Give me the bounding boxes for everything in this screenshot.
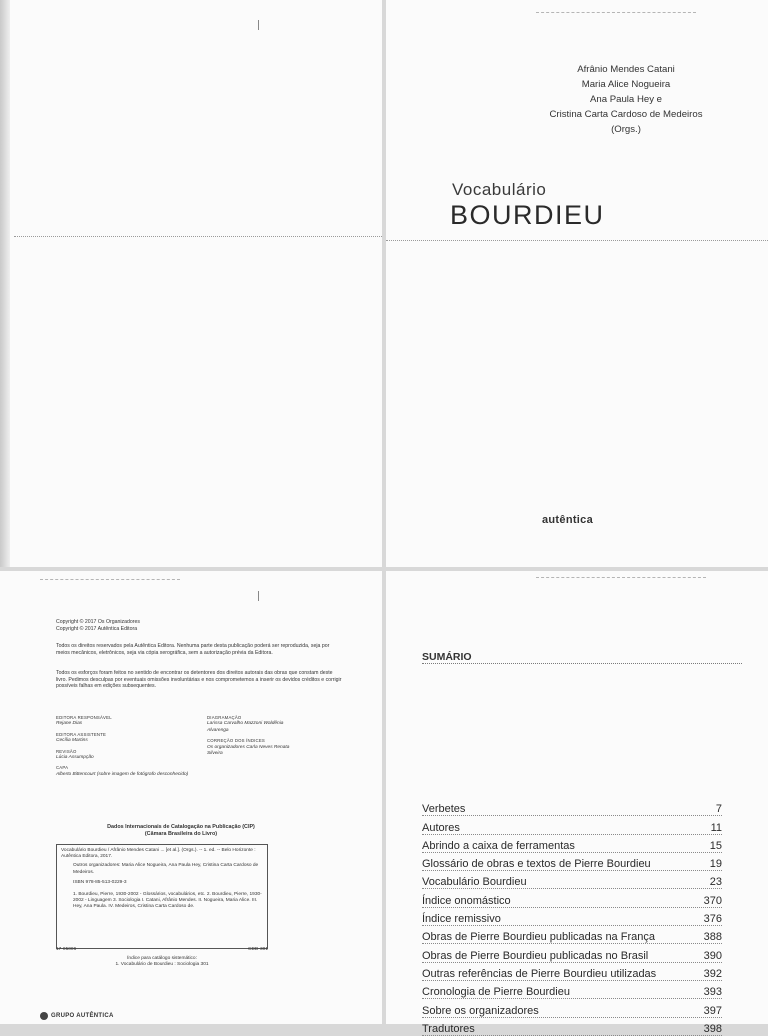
author-name: Ana Paula Hey e (590, 94, 662, 105)
credit-role: CORREÇÃO DOS ÍNDICES (207, 738, 265, 744)
copyright-notice (56, 619, 140, 632)
toc-title: Tradutores (422, 1022, 475, 1035)
contents-list (422, 798, 722, 1036)
toc-title: Cronologia de Pierre Bourdieu (422, 986, 570, 999)
toc-page-number: 23 (709, 876, 722, 889)
scan-line (386, 240, 768, 241)
contents-page (386, 571, 768, 1035)
toc-entry[interactable] (422, 981, 722, 999)
author-name: Maria Alice Nogueira (581, 79, 671, 90)
cip-other-editors: Outros organizadores: Maria Alice Nogueira, Ana Paula Hey, Cristina Carta Cardoso de Medeiros. (73, 863, 259, 875)
toc-page-number: 397 (703, 1004, 722, 1017)
toc-title: Sobre os organizadores (422, 1004, 539, 1017)
toc-title: Índice onomástico (422, 894, 511, 907)
cip-entry: Vocabulário Bourdieu / Afrânio Mendes Catani ... [et al.]. (Orgs.). -- 1. ed. -- Belo Horizonte : Autêntica Editora, 2017. (61, 848, 256, 860)
scan-line (536, 577, 706, 578)
page-shadow (0, 0, 10, 567)
author-name: Afrânio Mendes Catani (577, 64, 675, 75)
toc-title: Outras referências de Pierre Bourdieu utilizadas (422, 967, 657, 980)
cip-number: 17-05006 (56, 947, 77, 952)
scan-line (536, 12, 696, 13)
title-page (386, 0, 768, 567)
toc-page-number: 398 (703, 1022, 722, 1035)
toc-title: Glossário de obras e textos de Pierre Bourdieu (422, 858, 651, 871)
credit-name: Larissa Carvalho Mazzoni Waldênia Alvarenga (207, 721, 284, 733)
toc-page-number: 393 (703, 986, 722, 999)
page-mark (258, 591, 259, 601)
credit-name: Lúcia Assumpção (56, 755, 94, 761)
toc-entry[interactable] (422, 926, 722, 944)
toc-title: Obras de Pierre Bourdieu publicadas na França (422, 931, 655, 944)
credit-name: Os organizadores Carla Neves Renata Silveira (207, 744, 290, 757)
cip-heading-line: Dados Internacionais de Catalogação na Publicação (CIP) (107, 824, 255, 830)
catalog-index (56, 956, 268, 969)
credits-right (207, 715, 297, 761)
credit-role: EDITORA RESPONSÁVEL (56, 715, 112, 720)
credit-name: Alberto Bittencourt (sobre imagem de fotógrafo desconhecido) (56, 771, 189, 777)
contents-heading: SUMÁRIO (422, 651, 472, 663)
credit-name: Rejane Dias (56, 721, 83, 727)
cip-heading (56, 824, 306, 838)
toc-title: Índice remissivo (422, 913, 501, 926)
cip-heading-line: (Câmara Brasileira do Livro) (144, 831, 218, 837)
credit-role: REVISÃO (56, 748, 77, 754)
toc-page-number: 376 (703, 913, 722, 926)
authors-block (486, 62, 766, 137)
toc-title: Vocabulário Bourdieu (422, 876, 527, 889)
blank-page (0, 0, 382, 567)
catalog-index-entry: 1. Vocabulário de Bourdieu : Sociologia 301 (115, 962, 209, 968)
editors-note: (Orgs.) (611, 124, 641, 135)
heading-rule (422, 663, 742, 664)
toc-title: Verbetes (422, 803, 466, 816)
toc-page-number: 392 (703, 967, 722, 980)
publisher-name: autêntica (542, 514, 593, 526)
copyright-line: Copyright © 2017 Autêntica Editora (56, 625, 138, 632)
toc-title: Obras de Pierre Bourdieu publicadas no Brasil (422, 949, 649, 962)
cdd-code: CDD-301 (248, 947, 268, 952)
credit-name: Cecília Martins (56, 738, 88, 744)
credit-role: EDITORA ASSISTENTE (56, 731, 107, 737)
toc-entry[interactable] (422, 816, 722, 834)
toc-page-number: 390 (703, 949, 722, 962)
credits-left (56, 715, 206, 782)
toc-entry[interactable] (422, 1018, 722, 1036)
book-title-small: Vocabulário (452, 180, 547, 199)
cip-record (56, 844, 268, 949)
catalog-index-title: Índice para catálogo sistemático: (127, 956, 197, 961)
credit-role: DIAGRAMAÇÃO (207, 715, 242, 720)
toc-entry[interactable] (422, 908, 722, 926)
toc-entry[interactable] (422, 871, 722, 889)
toc-entry[interactable] (422, 798, 722, 816)
toc-entry[interactable] (422, 944, 722, 962)
isbn: ISBN 978-85-513-0229-3 (73, 879, 127, 885)
toc-page-number: 370 (703, 894, 722, 907)
toc-page-number: 7 (715, 803, 722, 816)
rights-text: Todos os direitos reservados pela Autêntica Editora. Nenhuma parte desta publicação poderá ser reproduzida, seja por meios mecânicos, eletrônicos, seja via cópia xerográfica, sem a autorização prévia da Editora. (56, 643, 330, 656)
scan-line (40, 579, 180, 580)
toc-page-number: 388 (703, 931, 722, 944)
credit-role: CAPA (56, 765, 69, 771)
toc-page-number: 19 (709, 858, 722, 871)
scan-line (14, 236, 382, 237)
toc-title: Abrindo a caixa de ferramentas (422, 839, 575, 852)
cip-subjects: 1. Bourdieu, Pierre, 1930-2002 - Glossários, vocabulários, etc. 2. Bourdieu, Pierre, 1930-2002 - Linguagem 3. Sociologia I. Catani, Afrânio Mendes. II. Nogueira, Maria Alice. III. Hey, Ana Paula. IV. Medeiros, Cristina Carta Cardoso de. (73, 892, 262, 910)
copyright-page (0, 571, 382, 1024)
group-name: GRUPO AUTÊNTICA (51, 1013, 114, 1019)
book-title-large: BOURDIEU (450, 200, 605, 230)
copyright-line: Copyright © 2017 Os Organizadores (56, 619, 140, 625)
publisher-group (40, 1012, 114, 1020)
toc-title: Autores (422, 821, 460, 834)
toc-entry[interactable] (422, 853, 722, 871)
efforts-text: Todos os esforços foram feitos no sentido de encontrar os detentores dos direitos autorais das obras que constam deste livro. Pedimos desculpas por eventuais omissões involuntárias e nos comprometemos a inserir os devidos créditos e corrigir possíveis falhas em edições subsequentes. (56, 670, 342, 690)
toc-entry[interactable] (422, 999, 722, 1017)
group-logo-icon (40, 1012, 48, 1020)
toc-entry[interactable] (422, 835, 722, 853)
page-mark (258, 20, 259, 30)
toc-entry[interactable] (422, 963, 722, 981)
toc-page-number: 15 (709, 839, 722, 852)
author-name: Cristina Carta Cardoso de Medeiros (549, 109, 703, 120)
toc-entry[interactable] (422, 889, 722, 907)
toc-page-number: 11 (710, 821, 722, 834)
cip-codes (56, 947, 268, 952)
